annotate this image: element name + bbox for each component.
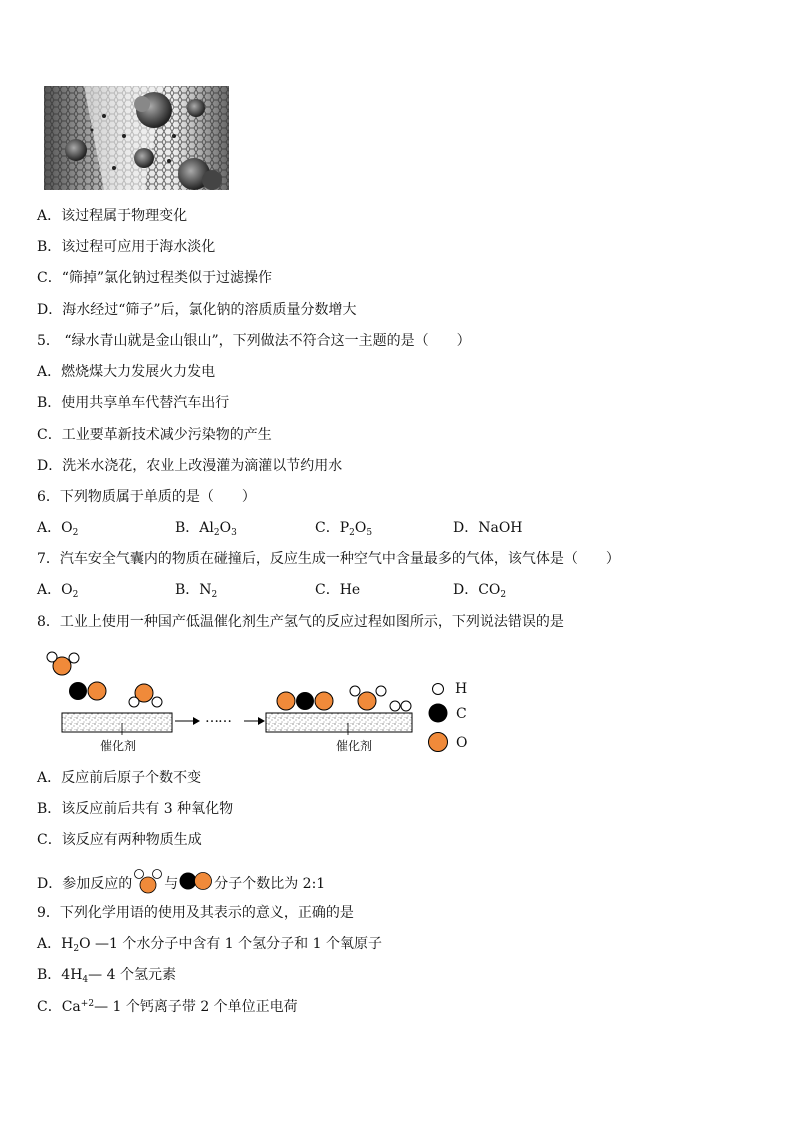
q5-stem: 5． “绿水青山就是金山银山”，下列做法不符合这一主题的是（ ）	[37, 333, 471, 349]
q9-option-a: A．$H_2O$ —1 个水分子中含有 1 个氢分子和 1 个氧原子	[37, 936, 382, 954]
q5-option-a: A．燃烧煤大力发展火力发电	[37, 364, 216, 380]
legend-c-label: C	[456, 706, 467, 722]
q8-option-d-pre: D．参加反应的	[37, 876, 133, 892]
water-molecule-inline-icon	[132, 868, 164, 894]
q4-option-b: B．该过程可应用于海水淡化	[37, 239, 216, 255]
q4-option-a: A．该过程属于物理变化	[37, 208, 188, 224]
q6-option-c: C．$P_2O_5$	[315, 520, 373, 538]
q5-option-d: D．洗米水浇花，农业上改漫灌为滴灌以节约用水	[37, 458, 343, 474]
h2-molecule-right	[390, 701, 411, 711]
q9-option-c: C．$Ca^{+2}—$ 1 个钙离子带 2 个单位正电荷	[37, 999, 298, 1015]
q6-stem: 6．下列物质属于单质的是（ ）	[37, 489, 256, 505]
q7-option-b: B．$N_2$	[175, 582, 218, 600]
q8-option-d-mid: 与	[164, 876, 179, 892]
q8-stem: 8．工业上使用一种国产低温催化剂生产氢气的反应过程如图所示，下列说法错误的是	[37, 614, 564, 630]
dots-label: ……	[205, 710, 231, 726]
legend-o-label: O	[456, 735, 468, 751]
legend-o-circle	[429, 733, 448, 752]
co2-molecule-right	[277, 692, 333, 710]
catalyst-slab-right	[266, 713, 412, 732]
q7-option-c: C．He	[315, 582, 361, 598]
q8-option-a: A．反应前后原子个数不变	[37, 770, 202, 786]
q5-option-b: B．使用共享单车代替汽车出行	[37, 395, 230, 411]
q9-option-b: B．$4H_4—$ 4 个氢元素	[37, 967, 176, 985]
q4-option-d: D．海水经过“筛子”后，氯化钠的溶质质量分数增大	[37, 302, 357, 318]
catalyst-label-left: 催化剂	[100, 739, 137, 753]
q7-option-d: D．$CO_2$	[453, 582, 507, 600]
q6-option-d: D．NaOH	[453, 520, 523, 536]
q8-option-d	[37, 868, 325, 894]
catalyst-slab-left	[62, 713, 172, 732]
q6-option-a: A．$O_2$	[37, 520, 79, 538]
water-molecule-left	[129, 684, 162, 707]
q6-option-b: B．$Al_2O_3$	[175, 520, 237, 538]
co-molecule-inline-icon	[178, 870, 214, 892]
q5-option-c: C．工业要革新技术减少污染物的产生	[37, 427, 272, 443]
co-molecule-left	[69, 682, 106, 700]
q4-option-c: C．“筛掉”氯化钠过程类似于过滤操作	[37, 270, 273, 286]
q8-option-b: B．该反应前后共有 3 种氧化物	[37, 801, 234, 817]
water-molecule-right	[350, 686, 386, 710]
legend-h-circle	[433, 684, 444, 695]
legend-c-circle	[429, 704, 448, 723]
q8-option-d-post: 分子个数比为 2:1	[214, 876, 326, 892]
q8-option-c: C．该反应有两种物质生成	[37, 832, 202, 848]
water-molecule-top	[47, 652, 79, 675]
legend-h-label: H	[455, 681, 468, 697]
catalyst-label-right: 催化剂	[336, 739, 373, 753]
graphene-filter-image	[44, 86, 229, 190]
q9-stem: 9．下列化学用语的使用及其表示的意义，正确的是	[37, 905, 354, 921]
q7-stem: 7．汽车安全气囊内的物质在碰撞后，反应生成一种空气中含量最多的气体，该气体是（ ）	[37, 551, 620, 567]
q7-option-a: A．$O_2$	[37, 582, 79, 600]
